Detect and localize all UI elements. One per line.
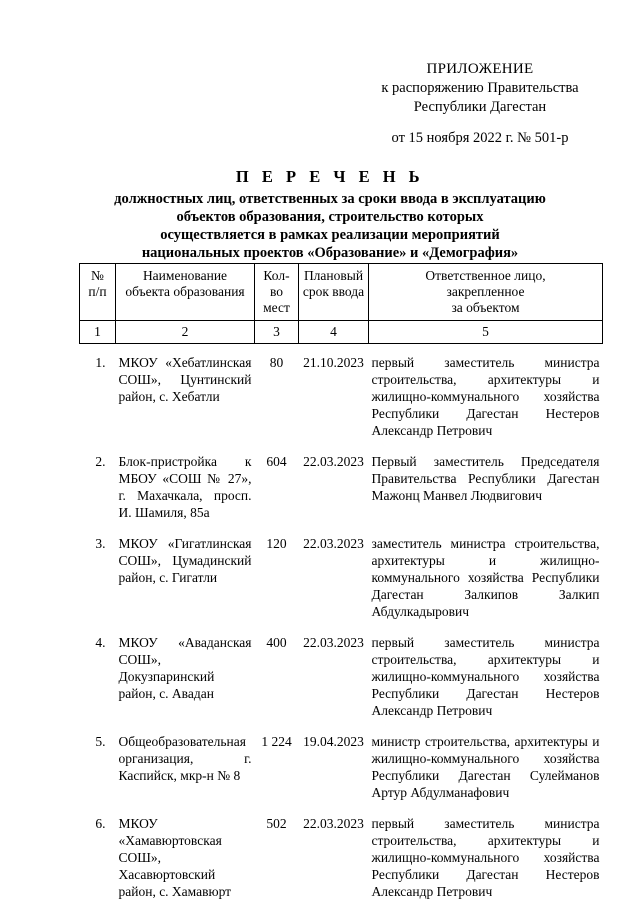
header-person: Ответственное лицо, закрепленное за объектом xyxy=(369,264,603,321)
row-date: 22.03.2023 xyxy=(303,635,364,650)
table-row xyxy=(80,733,603,815)
appendix-date: от 15 ноября 2022 г. № 501-р xyxy=(391,130,569,146)
row-date: 21.10.2023 xyxy=(303,355,364,370)
column-number: 2 xyxy=(116,321,255,344)
row-person: Первый заместитель Председателя Правительства Республики Дагестан Мажонц Манвел Людвигович xyxy=(371,454,600,503)
row-places: 400 xyxy=(266,635,287,650)
row-places: 80 xyxy=(269,355,284,370)
document-title xyxy=(60,166,600,262)
row-object: МКОУ «Хамавюртовская СОШ», Хасавюртовский район, с. Хамавюрт xyxy=(118,816,232,899)
row-person: первый заместитель министра строительства, архитектуры и жилищно-коммунального хозяйства Республики Дагестан Нестеров Александр Петрович xyxy=(371,635,600,718)
row-person: первый заместитель министра строительства, архитектуры и жилищно-коммунального хозяйства Республики Дагестан Нестеров Александр Петрович xyxy=(371,355,600,438)
row-number: 4. xyxy=(95,635,106,650)
row-places: 1 224 xyxy=(261,734,292,749)
appendix-heading: ПРИЛОЖЕНИЕ xyxy=(426,61,534,77)
row-person: заместитель министра строительства, архитектуры и жилищно-коммунального хозяйства Республики Дагестан Залкипов Залкип Абдулкадырович xyxy=(371,536,600,619)
row-date: 22.03.2023 xyxy=(303,454,364,469)
column-number: 3 xyxy=(255,321,299,344)
appendix-block xyxy=(360,60,600,148)
table-row xyxy=(80,535,603,634)
header-date: Плановый срок ввода xyxy=(299,264,369,321)
column-number-row xyxy=(80,321,603,344)
table-spacer xyxy=(80,344,603,355)
officials-table xyxy=(79,263,603,914)
row-number: 6. xyxy=(95,816,106,831)
column-number: 5 xyxy=(369,321,603,344)
row-object: МКОУ «Гигатлинская СОШ», Цумадинский район, с. Гигатли xyxy=(118,536,252,585)
title-main: П Е Р Е Ч Е Н Ь xyxy=(235,167,425,186)
appendix-line-1: к распоряжению Правительства xyxy=(381,80,579,96)
appendix-line-2: Республики Дагестан xyxy=(413,99,547,115)
row-object: МКОУ «Хебатлинская СОШ», Цунтинский район, с. Хебатли xyxy=(118,355,252,404)
row-number: 5. xyxy=(95,734,106,749)
row-person: первый заместитель министра строительства, архитектуры и жилищно-коммунального хозяйства Республики Дагестан Нестеров Александр Петрович xyxy=(371,816,600,899)
row-places: 502 xyxy=(266,816,287,831)
table-row xyxy=(80,453,603,535)
header-number: № п/п xyxy=(80,264,116,321)
row-number: 3. xyxy=(95,536,106,551)
row-date: 22.03.2023 xyxy=(303,536,364,551)
row-person: министр строительства, архитектуры и жилищно-коммунального хозяйства Республики Дагестан Сулейманов Артур Абдулманафович xyxy=(371,734,600,800)
title-subtitle: должностных лиц, ответственных за сроки ввода в эксплуатацию объектов образования, строительство которых осуществляется в рамках реализации мероприятий национальных проектов «Образование» и «Демография» xyxy=(114,191,546,261)
column-number: 4 xyxy=(299,321,369,344)
table-row xyxy=(80,815,603,914)
row-object: Общеобразовательная организация, г. Каспийск, мкр-н № 8 xyxy=(118,734,252,783)
row-places: 120 xyxy=(266,536,287,551)
row-places: 604 xyxy=(266,454,287,469)
row-date: 22.03.2023 xyxy=(303,816,364,831)
table-row xyxy=(80,354,603,453)
row-number: 2. xyxy=(95,454,106,469)
row-number: 1. xyxy=(95,355,106,370)
table-header-row xyxy=(80,264,603,321)
row-date: 19.04.2023 xyxy=(303,734,364,749)
row-object: Блок-пристройка к МБОУ «СОШ № 27», г. Махачкала, просп. И. Шамиля, 85а xyxy=(118,454,252,520)
header-places: Кол-во мест xyxy=(255,264,299,321)
column-number: 1 xyxy=(80,321,116,344)
table-row xyxy=(80,634,603,733)
row-object: МКОУ «Аваданская СОШ», Докузпаринский район, с. Авадан xyxy=(118,635,252,701)
header-object: Наименование объекта образования xyxy=(116,264,255,321)
